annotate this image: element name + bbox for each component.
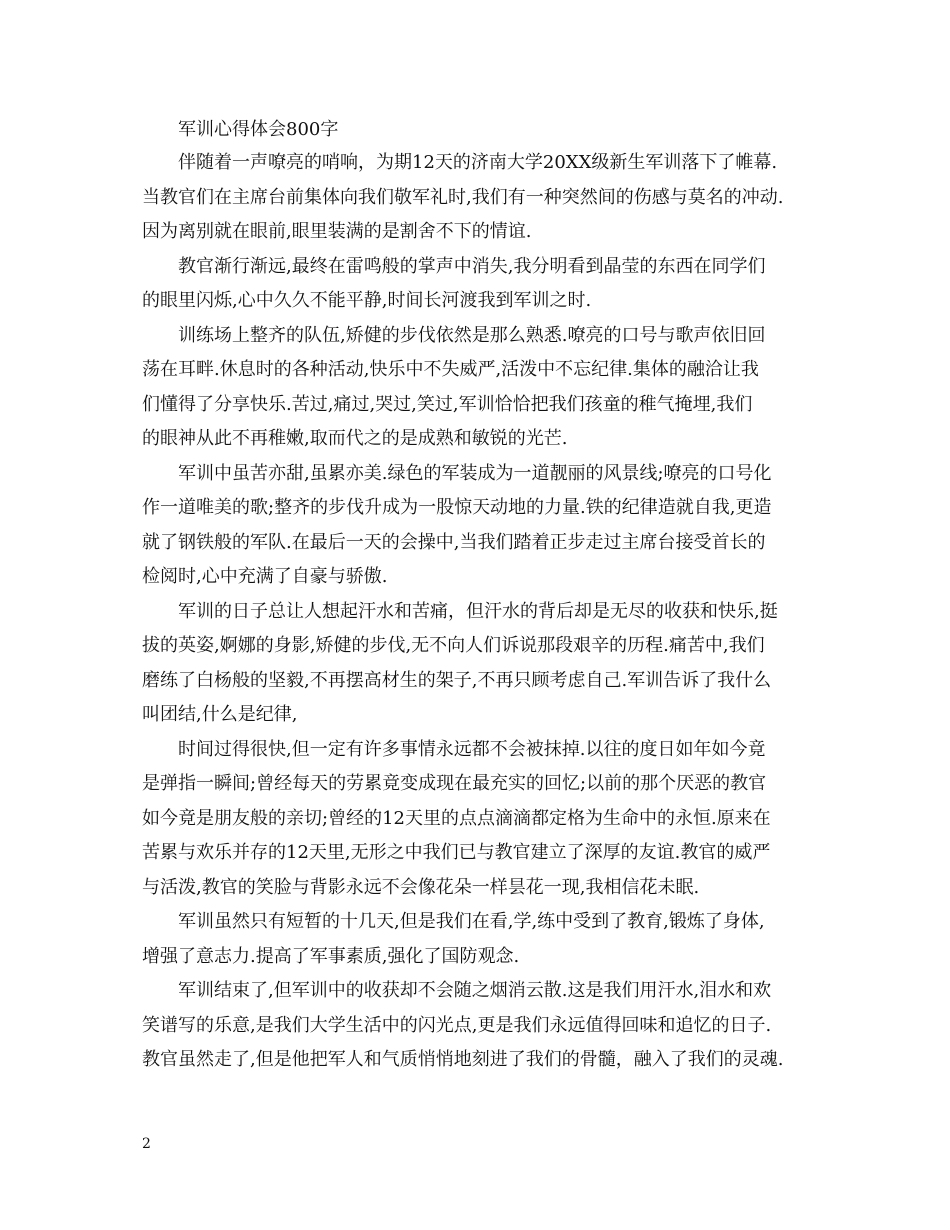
- paragraph: [142, 733, 818, 906]
- paragraph-line: 时间过得很快,但一定有许多事情永远都不会被抹掉.以往的度日如年如今竟: [178, 738, 766, 760]
- paragraph: [142, 146, 818, 250]
- paragraph-line: 磨练了白杨般的坚毅,不再摆高材生的架子,不再只顾考虑自己.军训告诉了我什么: [142, 669, 772, 691]
- paragraph-line: 荡在耳畔.休息时的各种活动,快乐中不失威严,活泼中不忘纪律.集体的融洽让我: [142, 359, 759, 380]
- paragraph-line: 军训虽然只有短暂的十几天,但是我们在看,学,练中受到了教育,锻炼了身体,: [178, 911, 765, 932]
- paragraph-line: 的眼神从此不再稚嫩,取而代之的是成熟和敏锐的光芒.: [142, 428, 568, 449]
- paragraph: [142, 250, 818, 319]
- paragraph-line: 是弹指一瞬间;曾经每天的劳累竟变成现在最充实的回忆;以前的那个厌恶的教官: [142, 773, 767, 794]
- paragraph-line: 当教官们在主席台前集体向我们敬军礼时,我们有一种突然间的伤感与莫名的冲动.: [142, 186, 784, 208]
- paragraph-line: 伴随着一声嘹亮的哨响，为期12天的济南大学20XX级新生军训落下了帷幕.: [178, 152, 778, 173]
- paragraph-line: 苦累与欢乐并存的12天里,无形之中我们已与教官建立了深厚的友谊.教官的威严: [142, 842, 771, 863]
- paragraph: [142, 319, 818, 457]
- paragraph-line: 训练场上整齐的队伍,矫健的步伐依然是那么熟悉.嘹亮的口号与歌声依旧回: [178, 324, 766, 346]
- paragraph-line: 教官渐行渐远,最终在雷鸣般的掌声中消失,我分明看到晶莹的东西在同学们: [178, 255, 766, 277]
- paragraph-line: 与活泼,教官的笑脸与背影永远不会像花朵一样昙花一现,我相信花未眠.: [142, 876, 700, 898]
- paragraph: [142, 595, 818, 733]
- paragraph-line: 教官虽然走了,但是他把军人和气质悄悄地刻进了我们的骨髓，融入了我们的灵魂.: [142, 1049, 784, 1070]
- paragraph-line: 军训的日子总让人想起汗水和苦痛，但汗水的背后却是无尽的收获和快乐,挺: [178, 600, 778, 622]
- paragraph-line: 军训中虽苦亦甜,虽累亦美.绿色的军装成为一道靓丽的风景线;嘹亮的口号化: [178, 462, 772, 484]
- paragraph-line: 军训结束了,但军训中的收获却不会随之烟消云散.这是我们用汗水,泪水和欢: [178, 980, 772, 1001]
- paragraph: [142, 974, 818, 1078]
- paragraph-line: 叫团结,什么是纪律,: [142, 704, 298, 725]
- paragraph: [142, 905, 818, 974]
- document-body: [142, 114, 818, 1078]
- page-number: 2: [142, 1136, 151, 1152]
- paragraph-line: 因为离别就在眼前,眼里装满的是割舍不下的情谊.: [142, 221, 532, 242]
- paragraph-line: 的眼里闪烁,心中久久不能平静,时间长河渡我到军训之时.: [142, 290, 592, 311]
- document-title: 军训心得体会800字: [178, 119, 339, 140]
- paragraph-line: 如今竟是朋友般的亲切;曾经的12天里的点点滴滴都定格为生命中的永恒.原来在: [142, 807, 771, 829]
- paragraph-list: [142, 146, 818, 1078]
- paragraph-line: 增强了意志力.提高了军事素质,强化了国防观念.: [142, 945, 520, 967]
- paragraph-line: 拔的英姿,婀娜的身影,矫健的步伐,无不向人们诉说那段艰辛的历程.痛苦中,我们: [142, 635, 765, 656]
- paragraph-line: 们懂得了分享快乐.苦过,痛过,哭过,笑过,军训恰恰把我们孩童的稚气掩埋,我们: [142, 393, 753, 415]
- paragraph-line: 笑谱写的乐意,是我们大学生活中的闪光点,更是我们永远值得回味和追忆的日子.: [142, 1014, 772, 1036]
- paragraph-line: 检阅时,心中充满了自豪与骄傲.: [142, 566, 388, 587]
- paragraph: [142, 457, 818, 595]
- paragraph-line: 就了钢铁般的军队.在最后一天的会操中,当我们踏着正步走过主席台接受首长的: [142, 531, 766, 553]
- paragraph-line: 作一道唯美的歌;整齐的步伐升成为一股惊天动地的力量.铁的纪律造就自我,更造: [142, 497, 772, 518]
